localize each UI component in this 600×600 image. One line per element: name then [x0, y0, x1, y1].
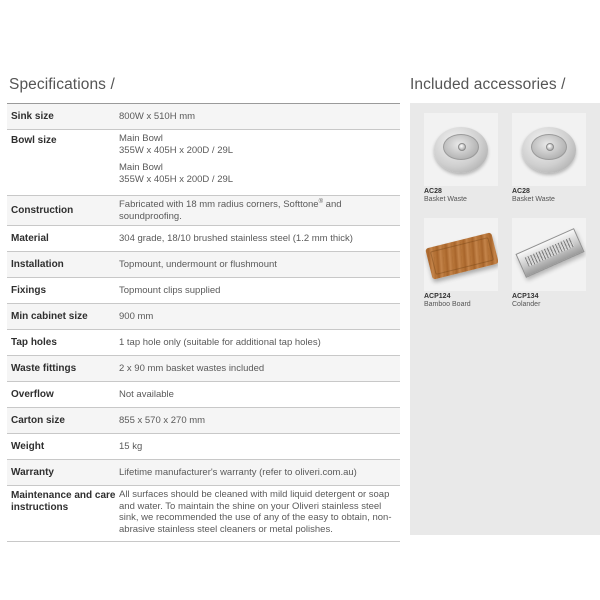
spec-label: Installation — [11, 259, 64, 270]
spec-value: 2 x 90 mm basket wastes included — [119, 362, 265, 374]
accessories-title: Included accessories / — [410, 76, 566, 93]
colander-icon — [512, 218, 586, 291]
spec-value: All surfaces should be cleaned with mild liquid detergent or soap and water. To maintain the shine on your Oliveri stainless steel sink, we recommended the use of any of the easy to obtain, non-abrasive stainless steel cleaners or metal polishes. — [119, 489, 392, 535]
specifications-table — [7, 103, 400, 542]
spec-value: Main Bowl 355W x 405H x 200D / 29L Main Bowl 355W x 405H x 200D / 29L — [119, 133, 234, 185]
spec-value: 304 grade, 18/10 brushed stainless steel (1.2 mm thick) — [119, 232, 353, 244]
spec-row-waste-fittings — [7, 356, 400, 382]
accessory-code: ACP134 — [512, 293, 539, 300]
accessories-panel — [410, 103, 600, 535]
spec-value: 900 mm — [119, 310, 154, 322]
spec-label: Waste fittings — [11, 363, 77, 374]
accessory-name: Basket Waste — [512, 196, 555, 203]
accessory-item — [424, 113, 498, 204]
accessory-item — [512, 113, 586, 204]
spec-label: Sink size — [11, 111, 54, 122]
spec-label: Min cabinet size — [11, 311, 88, 322]
spec-row-bowl-size — [7, 130, 400, 196]
spec-value: Lifetime manufacturer's warranty (refer to oliveri.com.au) — [119, 466, 357, 478]
spec-label: Maintenance and care instructions — [11, 490, 116, 513]
accessory-name: Bamboo Board — [424, 301, 471, 308]
spec-value: 855 x 570 x 270 mm — [119, 414, 206, 426]
spec-row-min-cabinet-size — [7, 304, 400, 330]
spec-label: Warranty — [11, 467, 54, 478]
accessory-code: ACP124 — [424, 293, 451, 300]
accessory-name: Colander — [512, 301, 541, 308]
spec-value: 15 kg — [119, 440, 143, 452]
basket-waste-icon — [512, 113, 586, 186]
spec-value: Fabricated with 18 mm radius corners, Softtone® and soundproofing. — [119, 198, 342, 222]
spec-value: 1 tap hole only (suitable for additional tap holes) — [119, 336, 321, 348]
spec-value: 800W x 510H mm — [119, 110, 196, 122]
spec-label: Fixings — [11, 285, 47, 296]
spec-row-weight — [7, 434, 400, 460]
spec-row-warranty — [7, 460, 400, 486]
spec-row-carton-size — [7, 408, 400, 434]
spec-label: Carton size — [11, 415, 65, 426]
spec-row-sink-size — [7, 104, 400, 130]
accessory-code: AC28 — [512, 188, 530, 195]
accessory-item — [424, 218, 498, 309]
spec-row-fixings — [7, 278, 400, 304]
spec-label: Bowl size — [11, 135, 57, 146]
spec-row-construction — [7, 196, 400, 226]
accessory-name: Basket Waste — [424, 196, 467, 203]
spec-row-maintenance — [7, 486, 400, 542]
spec-value: Topmount, undermount or flushmount — [119, 258, 277, 270]
spec-label: Construction — [11, 205, 74, 216]
bamboo-board-icon — [424, 218, 498, 291]
spec-row-installation — [7, 252, 400, 278]
spec-label: Weight — [11, 441, 45, 452]
spec-label: Tap holes — [11, 337, 57, 348]
specifications-title: Specifications / — [9, 76, 115, 93]
spec-value: Not available — [119, 388, 174, 400]
spec-row-overflow — [7, 382, 400, 408]
accessory-item — [512, 218, 586, 309]
basket-waste-icon — [424, 113, 498, 186]
spec-label: Overflow — [11, 389, 54, 400]
spec-row-tap-holes — [7, 330, 400, 356]
spec-value: Topmount clips supplied — [119, 284, 221, 296]
spec-row-material — [7, 226, 400, 252]
spec-label: Material — [11, 233, 49, 244]
accessory-code: AC28 — [424, 188, 442, 195]
